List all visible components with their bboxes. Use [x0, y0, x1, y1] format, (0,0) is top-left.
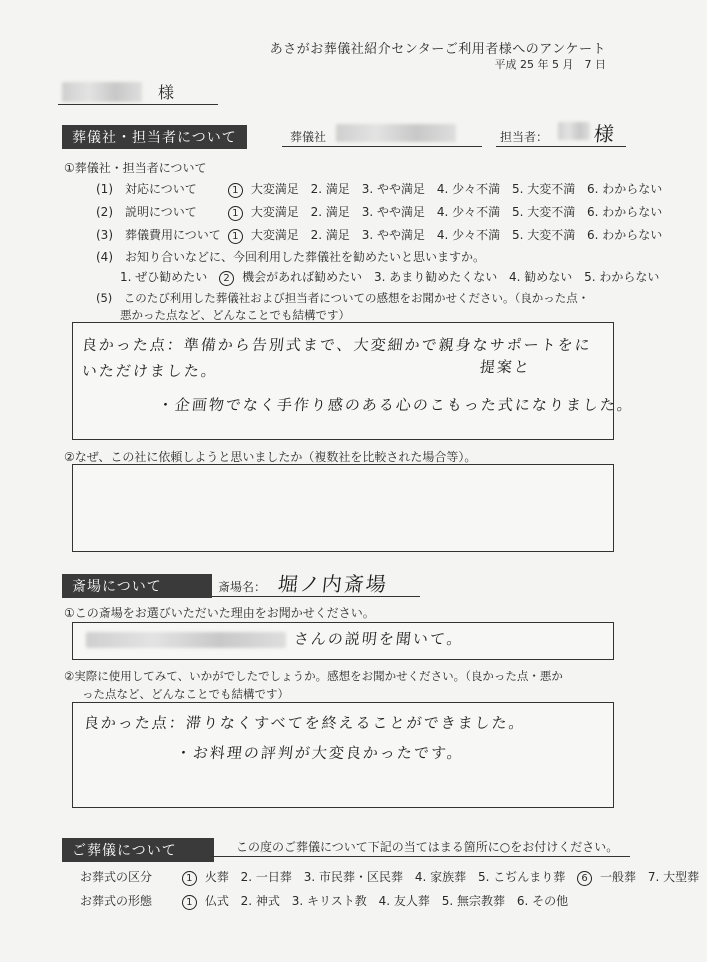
venue-q1: ①この斎場をお選びいただいた理由をお聞かせください。 — [64, 606, 375, 620]
venue-answer2-line2: ・お料理の評判が大変良かったです。 — [175, 744, 465, 762]
venue-q2-2: った点など、どんなことでも結構です） — [82, 687, 289, 701]
answer1-line1: 良かった点：準備から告別式まで、大変細かで親身なサポートをに — [81, 336, 593, 354]
option-2: 2. 神式 — [240, 894, 280, 908]
option-4: 4. 少々不満 — [436, 182, 501, 196]
q4-options — [120, 268, 667, 286]
recipient-honorific: 様 — [158, 83, 175, 102]
option-2: 2. 一日葬 — [240, 870, 292, 884]
option-3: 3. キリスト教 — [291, 894, 367, 908]
circled-option-icon: 1 — [182, 871, 197, 886]
option-6: 6. その他 — [516, 894, 569, 908]
company-line — [282, 146, 482, 147]
option-1: 1. ぜひ勧めたい — [120, 270, 208, 284]
option-5: 5. 大変不満 — [511, 228, 576, 242]
redacted-staff — [558, 122, 590, 140]
option-3: 3. やや満足 — [361, 182, 426, 196]
q5-text-1: (5) このたび利用した葬儀社および担当者についての感想をお聞かせください。（良かった点・ — [96, 291, 590, 305]
staff-label: 担当者： — [500, 130, 549, 144]
option-4: 4. 家族葬 — [414, 870, 467, 884]
survey-date: 平成 25 年 5 月 7 日 — [494, 58, 606, 71]
option-7: 7. 大型葬 — [647, 870, 700, 884]
option-2: 2. 満足 — [310, 228, 350, 242]
option-3: 3. 市民葬・区民葬 — [303, 870, 404, 884]
option-6: 一般葬 — [600, 870, 637, 884]
option-5: 5. わからない — [584, 270, 660, 284]
option-5: 5. 大変不満 — [511, 182, 576, 196]
answer1-line2: いただけました。 — [81, 362, 219, 380]
section-funeral: ご葬儀について — [62, 838, 214, 862]
q5-text-2: 悪かった点など、どんなことでも結構です） — [120, 308, 350, 322]
option-2: 2. 満足 — [310, 182, 350, 196]
row-label: お葬式の区分 — [80, 870, 153, 884]
row-label: (3) 葬儀費用について — [96, 228, 221, 242]
option-4: 4. 少々不満 — [436, 205, 501, 219]
section-venue: 斎場について — [62, 574, 212, 598]
option-5: 5. 無宗教葬 — [441, 894, 505, 908]
venue-line — [212, 596, 420, 597]
staff-line — [496, 146, 626, 147]
venue-answer1: さんの説明を聞いて。 — [293, 630, 465, 648]
rating-row-3 — [96, 226, 670, 244]
funeral-type-row — [80, 868, 707, 886]
option-3: 3. やや満足 — [361, 228, 426, 242]
rating-row-1 — [96, 180, 670, 198]
venue-answer2-line1: 良かった点：滞りなくすべてを終えることができました。 — [83, 714, 527, 732]
venue-label: 斎場名： — [218, 580, 267, 594]
q2-heading: ②なぜ、この社に依頼しようと思いましたか（複数社を比較された場合等）。 — [64, 450, 477, 464]
option-5: 5. こぢんまり葬 — [477, 870, 566, 884]
survey-title: あさがお葬儀社紹介センターご利用者様へのアンケート — [269, 42, 606, 57]
venue-q2-1: ②実際に使用してみて、いかがでしたでしょうか。感想をお聞かせください。（良かった点・悪か — [64, 669, 563, 683]
q1-heading: ①葬儀社・担当者について — [64, 161, 207, 175]
circled-option-icon: 1 — [182, 895, 197, 910]
answer-box-reason — [72, 464, 614, 552]
rating-row-2 — [96, 203, 670, 221]
staff-honorific: 様 — [592, 122, 618, 146]
option-6: 6. わからない — [587, 182, 663, 196]
option-6: 6. わからない — [587, 228, 663, 242]
circled-option-icon: 1 — [228, 206, 243, 221]
row-label: (1) 対応について — [96, 182, 197, 196]
funeral-instruction: この度のご葬儀について下記の当てはまる箇所に○をお付けください。 — [236, 840, 619, 854]
answer1-line3: ・企画物でなく手作り感のある心のこもった式になりました。 — [157, 396, 635, 414]
venue-value: 堀ノ内斎場 — [276, 572, 390, 596]
redacted-name — [62, 82, 142, 102]
section-funeral-company: 葬儀社・担当者について — [62, 125, 247, 149]
circled-option-icon: 2 — [219, 271, 234, 286]
instruction-line — [210, 856, 630, 857]
q4-text: (4) お知り合いなどに、今回利用した葬儀社を勧めたいと思いますか。 — [96, 250, 486, 264]
option-2: 機会があれば勧めたい — [242, 270, 363, 284]
option-4: 4. 勧めない — [509, 270, 573, 284]
option-1: 仏式 — [204, 894, 229, 908]
funeral-style-row — [80, 892, 576, 910]
circled-option-icon: 6 — [577, 871, 592, 886]
row-label: お葬式の形態 — [80, 894, 153, 908]
option-3: 3. あまり勧めたくない — [373, 270, 498, 284]
option-1: 大変満足 — [250, 182, 299, 196]
option-2: 2. 満足 — [310, 205, 350, 219]
circled-option-icon: 1 — [228, 183, 243, 198]
option-1: 大変満足 — [250, 205, 299, 219]
option-5: 5. 大変不満 — [511, 205, 576, 219]
option-4: 4. 少々不満 — [436, 228, 501, 242]
answer1-insert: 提案と — [479, 358, 532, 376]
redacted-person — [86, 632, 286, 648]
row-label: (2) 説明について — [96, 205, 197, 219]
option-1: 大変満足 — [250, 228, 299, 242]
option-3: 3. やや満足 — [361, 205, 426, 219]
redacted-company — [336, 124, 456, 142]
option-4: 4. 友人葬 — [378, 894, 430, 908]
company-label: 葬儀社 — [290, 130, 327, 144]
option-1: 火葬 — [204, 870, 229, 884]
recipient-line — [58, 104, 218, 105]
circled-option-icon: 1 — [228, 229, 243, 244]
option-6: 6. わからない — [587, 205, 663, 219]
